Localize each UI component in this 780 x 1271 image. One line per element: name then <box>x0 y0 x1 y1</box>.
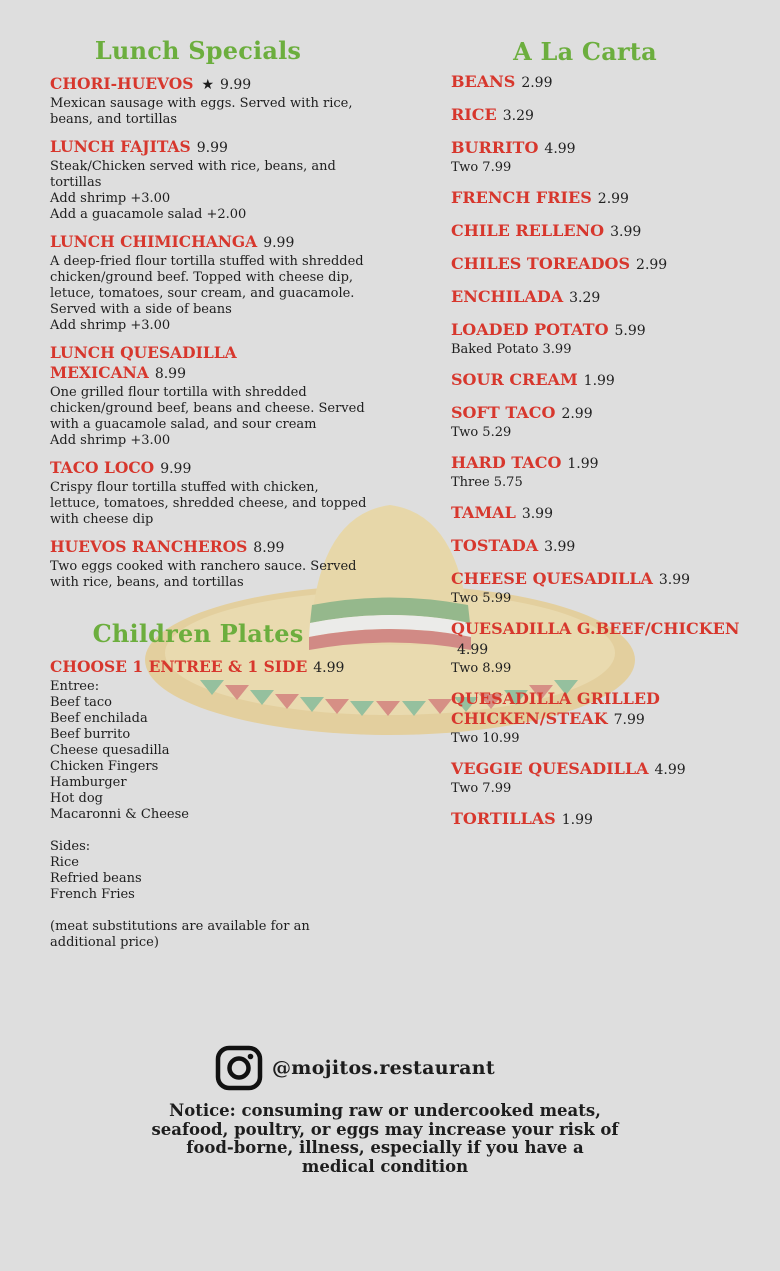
item-name: FRENCH FRIES <box>451 188 592 207</box>
item-price: 4.99 <box>457 642 489 658</box>
item-price: 1.99 <box>561 812 593 828</box>
item-subprice: Two 5.99 <box>451 591 512 606</box>
description-line: Steak/Chicken served with rice, beans, and tortillas <box>50 159 336 190</box>
item-header <box>50 537 370 558</box>
menu-item <box>50 232 370 334</box>
description-line: Add shrimp +3.00 <box>50 433 171 448</box>
children-line: (meat substitutions are available for an additional price) <box>50 919 310 950</box>
item-header <box>50 458 370 479</box>
item-name: CHOOSE 1 ENTREE & 1 SIDE <box>50 657 308 676</box>
children-line: Hamburger <box>50 775 127 790</box>
item-header <box>451 287 771 308</box>
item-name: CHORI-HUEVOS <box>50 74 194 93</box>
item-header <box>451 503 771 524</box>
children-line: Hot dog <box>50 791 103 806</box>
right-column <box>451 36 771 842</box>
carta-item <box>451 809 771 830</box>
item-header <box>451 105 771 126</box>
instagram-icon <box>215 1045 263 1091</box>
item-name: TAMAL <box>451 503 516 522</box>
item-price: 9.99 <box>160 461 192 477</box>
item-price: 5.99 <box>614 323 646 339</box>
item-name: RICE <box>451 105 497 124</box>
lunch-specials-heading: Lunch Specials <box>94 36 302 65</box>
star-icon: ★ <box>201 77 215 93</box>
item-name: TORTILLAS <box>451 809 556 828</box>
item-name: CHEESE QUESADILLA <box>451 569 653 588</box>
menu-item <box>50 537 370 591</box>
children-line: Chicken Fingers <box>50 759 159 774</box>
children-line: Beef enchilada <box>50 711 148 726</box>
instagram-handle[interactable]: @mojitos.restaurant <box>272 1057 495 1079</box>
menu-item <box>50 458 370 528</box>
item-header <box>451 759 771 780</box>
item-header <box>451 619 771 660</box>
item-price: 2.99 <box>636 257 668 273</box>
item-header <box>451 320 771 341</box>
carta-item <box>451 689 771 747</box>
item-header <box>451 453 771 474</box>
item-price: 8.99 <box>253 540 285 556</box>
item-name: TACO LOCO <box>50 458 155 477</box>
item-header <box>451 536 771 557</box>
item-subprice: Two 5.29 <box>451 425 512 440</box>
item-price: 8.99 <box>154 366 186 382</box>
item-price: 3.99 <box>610 224 642 240</box>
menu-item <box>50 137 370 223</box>
item-price: 9.99 <box>196 140 228 156</box>
item-price: 2.99 <box>561 406 593 422</box>
description-line: Two eggs cooked with ranchero sauce. Served with rice, beans, and tortillas <box>50 559 357 590</box>
children-line: Entree: <box>50 679 100 694</box>
description-line: Crispy flour tortilla stuffed with chicken, lettuce, tomatoes, shredded cheese, and topped with cheese dip <box>50 480 367 527</box>
children-line: Sides: <box>50 839 91 854</box>
children-plate-item <box>50 657 370 951</box>
carta-item <box>451 536 771 557</box>
item-name: QUESADILLA G.BEEF/CHICKEN <box>451 619 740 638</box>
children-line <box>50 903 370 919</box>
children-plates-section <box>50 619 370 951</box>
item-header <box>451 254 771 275</box>
children-line: Rice <box>50 855 79 870</box>
description-line: Add shrimp +3.00 <box>50 191 171 206</box>
item-price: 3.29 <box>569 290 601 306</box>
item-price: 7.99 <box>613 712 645 728</box>
carta-item <box>451 287 771 308</box>
carta-item <box>451 320 771 358</box>
item-header <box>50 232 370 253</box>
a-la-carta-list <box>451 72 771 830</box>
item-price: 4.99 <box>313 660 345 676</box>
item-description <box>50 559 370 591</box>
item-name: LOADED POTATO <box>451 320 609 339</box>
item-price: 4.99 <box>654 762 686 778</box>
item-header <box>451 188 771 209</box>
children-line: Beef taco <box>50 695 112 710</box>
item-price: 1.99 <box>567 456 599 472</box>
carta-item <box>451 221 771 242</box>
item-price: 9.99 <box>220 77 252 93</box>
description-line: Add shrimp +3.00 <box>50 318 171 333</box>
carta-item <box>451 453 771 491</box>
item-price: 4.99 <box>544 141 576 157</box>
children-line: Beef burrito <box>50 727 131 742</box>
item-price: 3.99 <box>521 506 553 522</box>
children-plates-heading: Children Plates <box>92 619 304 648</box>
item-description <box>50 254 370 334</box>
carta-item <box>451 403 771 441</box>
item-name: TOSTADA <box>451 536 539 555</box>
item-header <box>451 138 771 159</box>
lunch-specials-list <box>50 74 370 591</box>
carta-item <box>451 72 771 93</box>
item-name: HARD TACO <box>451 453 562 472</box>
children-plate-details <box>50 679 370 951</box>
item-name: SOFT TACO <box>451 403 556 422</box>
description-line: A deep-fried flour tortilla stuffed with shredded chicken/ground beef. Topped with cheese dip, letuce, tomatoes, sour cream, and guacamole. Served with a side of beans <box>50 254 364 317</box>
item-description <box>50 480 370 528</box>
item-name: BEANS <box>451 72 516 91</box>
item-name: BURRITO <box>451 138 539 157</box>
item-header <box>50 74 370 95</box>
item-price: 3.99 <box>658 572 691 588</box>
item-header <box>451 809 771 830</box>
item-price: 2.99 <box>521 75 553 91</box>
item-name: CHILES TOREADOS <box>451 254 631 273</box>
children-line: Macaronni & Cheese <box>50 807 189 822</box>
item-header <box>451 403 771 424</box>
item-header <box>451 221 771 242</box>
food-safety-notice: Notice: consuming raw or undercooked meats, seafood, poultry, or eggs may increase your risk of food-borne, illness, especially if you have a medical condition <box>151 1101 619 1176</box>
carta-item <box>451 254 771 275</box>
item-subprice: Two 8.99 <box>451 661 512 676</box>
item-subprice: Baked Potato 3.99 <box>451 342 572 357</box>
menu-item <box>50 343 370 449</box>
item-subprice: Three 5.75 <box>451 475 523 490</box>
item-name: LUNCH CHIMICHANGA <box>50 232 258 251</box>
item-price: 2.99 <box>597 191 629 207</box>
item-name: VEGGIE QUESADILLA <box>451 759 649 778</box>
item-name: LUNCH QUESADILLA MEXICANA <box>50 343 237 382</box>
item-name: SOUR CREAM <box>451 370 578 389</box>
carta-item <box>451 188 771 209</box>
item-subprice: Two 10.99 <box>451 731 520 746</box>
item-description <box>50 96 370 128</box>
left-column <box>50 36 370 951</box>
item-header <box>50 343 370 384</box>
item-subprice: Two 7.99 <box>451 781 512 796</box>
item-price: 3.29 <box>502 108 534 124</box>
item-price: 3.99 <box>544 539 576 555</box>
children-line: French Fries <box>50 887 135 902</box>
item-price: 1.99 <box>583 373 615 389</box>
item-header <box>451 72 771 93</box>
carta-item <box>451 619 771 677</box>
item-name: LUNCH FAJITAS <box>50 137 191 156</box>
children-line: Refried beans <box>50 871 142 886</box>
item-header <box>451 569 771 590</box>
description-line: One grilled flour tortilla with shredded chicken/ground beef, beans and cheese. Served with a guacamole salad, and sour cream <box>50 385 365 432</box>
item-subprice: Two 7.99 <box>451 160 512 175</box>
menu-item <box>50 74 370 128</box>
item-header <box>451 370 771 391</box>
carta-item <box>451 138 771 176</box>
instagram-row[interactable] <box>215 1045 495 1091</box>
carta-item <box>451 569 771 607</box>
description-line: Mexican sausage with eggs. Served with rice, beans, and tortillas <box>50 96 353 127</box>
carta-item <box>451 105 771 126</box>
item-name: CHILE RELLENO <box>451 221 605 240</box>
item-description <box>50 159 370 223</box>
item-header <box>50 137 370 158</box>
description-line: Add a guacamole salad +2.00 <box>50 207 247 222</box>
carta-item <box>451 370 771 391</box>
item-name: HUEVOS RANCHEROS <box>50 537 248 556</box>
carta-item <box>451 503 771 524</box>
carta-item <box>451 759 771 797</box>
item-name: ENCHILADA <box>451 287 564 306</box>
item-header <box>451 689 771 730</box>
children-line: Cheese quesadilla <box>50 743 170 758</box>
a-la-carta-heading: A La Carta <box>513 37 657 66</box>
item-name: QUESADILLA GRILLED CHICKEN/STEAK <box>451 689 660 728</box>
item-price: 9.99 <box>263 235 295 251</box>
children-line <box>50 823 370 839</box>
item-description <box>50 385 370 449</box>
